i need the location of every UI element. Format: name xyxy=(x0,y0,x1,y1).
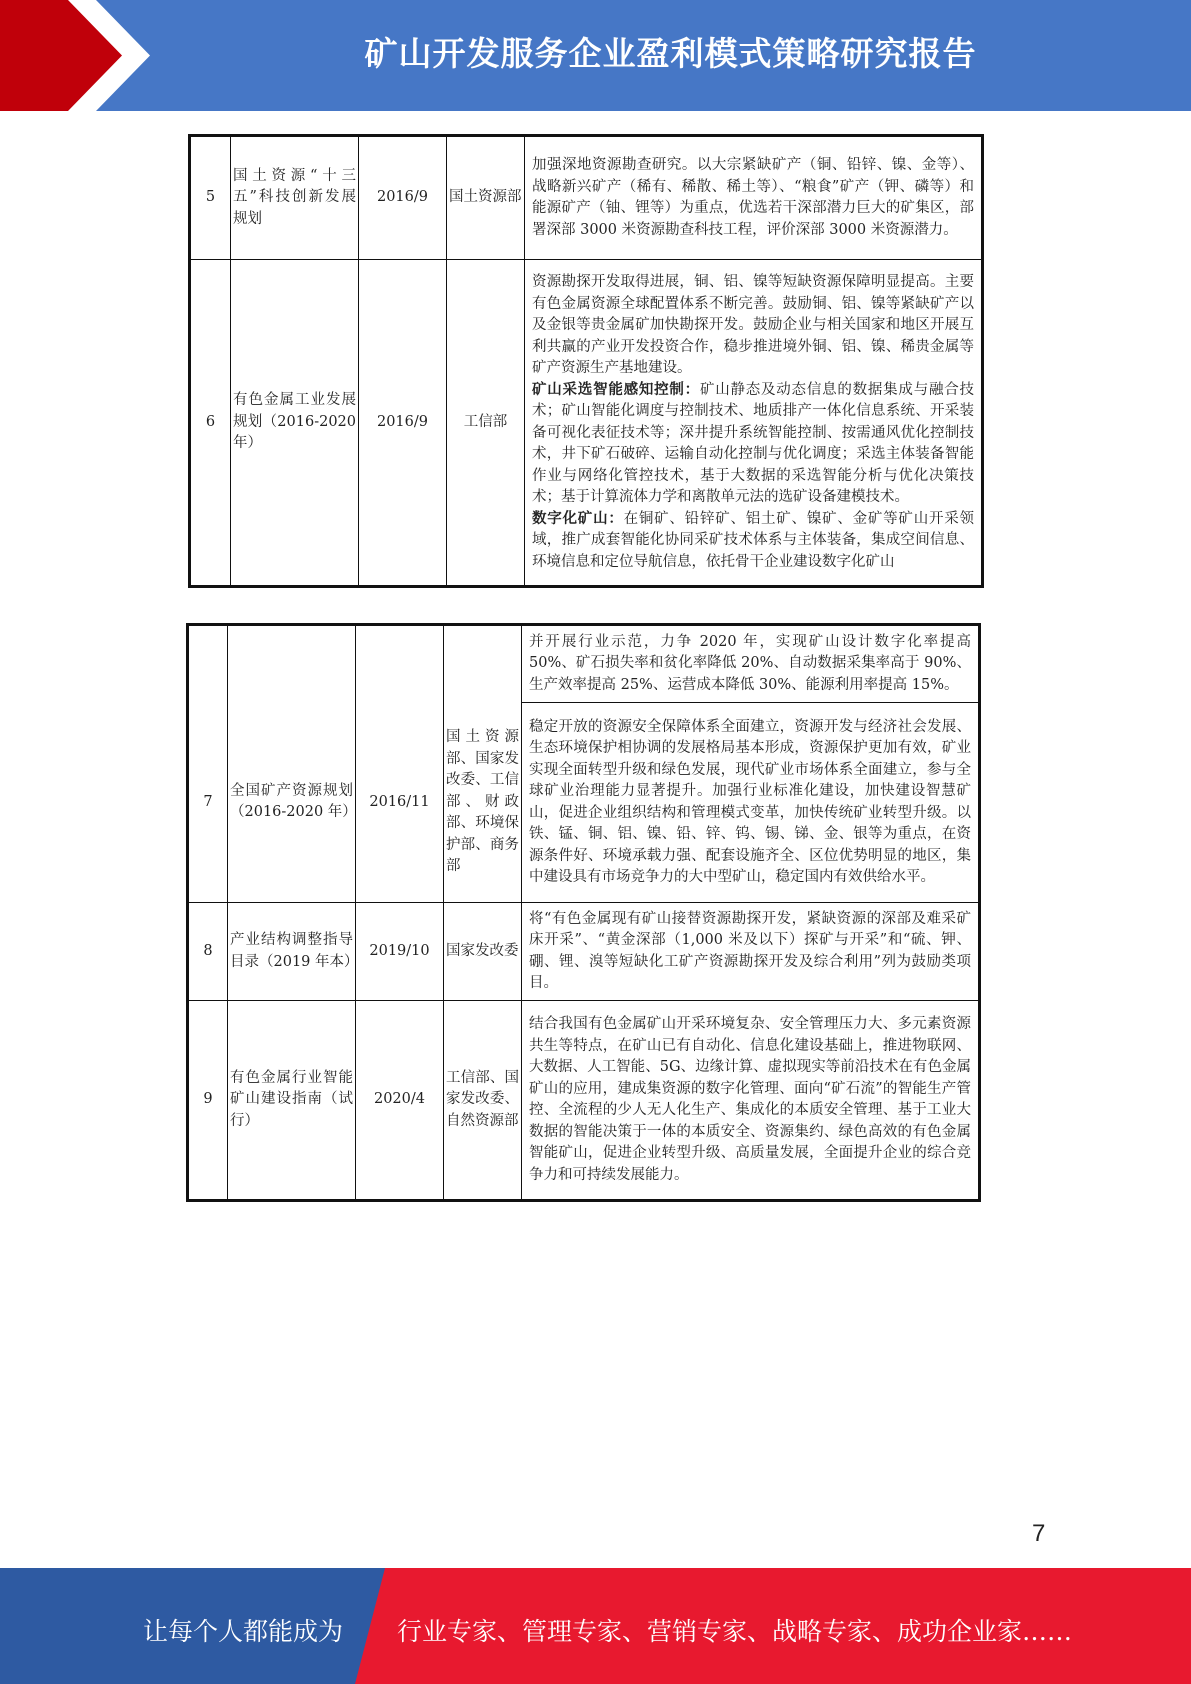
issue-date: 2019/10 xyxy=(356,903,444,1001)
row-number: 8 xyxy=(188,903,228,1001)
table-row xyxy=(188,703,980,903)
row-number: 7 xyxy=(188,703,228,903)
issuing-dept: 国土资源部 xyxy=(447,136,525,260)
content-heading: 矿山采选智能感知控制： xyxy=(532,381,700,398)
page-header xyxy=(0,0,1191,111)
policy-name xyxy=(228,625,356,703)
row-number: 5 xyxy=(190,136,231,260)
content-paragraph: 资源勘探开发取得进展，铜、铝、镍等短缺资源保障明显提高。主要有色金属资源全球配置体系不断完善。鼓励铜、铝、镍等紧缺矿产以及金银等贵金属矿加快勘探开发。鼓励企业与相关国家和地区开展互利共赢的产业开发投资合作，稳步推进境外铜、铝、镍、稀贵金属等矿产资源生产基地建设。 xyxy=(532,274,974,376)
table-row xyxy=(190,136,983,260)
issue-date: 2016/9 xyxy=(359,260,447,587)
policy-content: 加强深地资源勘查研究。以大宗紧缺矿产（铜、铅锌、镍、金等）、战略新兴矿产（稀有、稀散、稀土等）、“粮食”矿产（钾、磷等）和能源矿产（铀、锂等）为重点，优选若干深部潜力巨大的矿集区，部署深部 3000 米资源勘查科技工程，评价深部 3000 米资源潜力。 xyxy=(525,136,983,260)
page-footer xyxy=(0,1568,1191,1684)
issuing-dept xyxy=(444,625,522,703)
policy-name: 国土资源“十三五”科技创新发展规划 xyxy=(231,136,359,260)
row-number: 6 xyxy=(190,260,231,587)
issuing-dept: 工信部、国家发改委、自然资源部 xyxy=(444,1001,522,1201)
table-row xyxy=(188,903,980,1001)
issuing-dept: 工信部 xyxy=(447,260,525,587)
policy-table-part2 xyxy=(186,623,981,1202)
table-row xyxy=(188,625,980,703)
row-number: 9 xyxy=(188,1001,228,1201)
page-number: 7 xyxy=(1032,1520,1046,1547)
issuing-dept: 国家发改委 xyxy=(444,903,522,1001)
issue-date: 2016/11 xyxy=(356,703,444,903)
content-heading: 数字化矿山： xyxy=(532,510,624,527)
policy-name: 全国矿产资源规划（2016-2020 年） xyxy=(228,703,356,903)
content-paragraph: 矿山静态及动态信息的数据集成与融合技术；矿山智能化调度与控制技术、地质排产一体化信息系统、开采装备可视化表征技术等；深井提升系统智能控制、按需通风优化控制技术，井下矿石破碎、运输自动化控制与优化调度；采选主体装备智能作业与网络化管控技术，基于大数据的采选智能分析与优化决策技术；基于计算流体力学和离散单元法的选矿设备建模技术。 xyxy=(532,381,975,505)
report-title: 矿山开发服务企业盈利模式策略研究报告 xyxy=(364,34,977,73)
policy-table-part1 xyxy=(188,134,984,588)
issue-date xyxy=(356,625,444,703)
policy-content: 稳定开放的资源安全保障体系全面建立，资源开发与经济社会发展、生态环境保护相协调的发展格局基本形成，资源保护更加有效，矿业实现全面转型升级和绿色发展，现代矿业市场体系全面建立，参与全球矿业治理能力显著提升。加强行业标准化建设，加快建设智慧矿山，促进企业组织结构和管理模式变革，加快传统矿业转型升级。以铁、锰、铜、铝、镍、铅、锌、钨、锡、锑、金、银等为重点，在资源条件好、环境承载力强、配套设施齐全、区位优势明显的地区，集中建设具有市场竞争力的大中型矿山，稳定国内有效供给水平。 xyxy=(522,703,980,903)
footer-slogan-right: 行业专家、管理专家、营销专家、战略专家、成功企业家…… xyxy=(397,1617,1073,1646)
table-row xyxy=(190,260,983,587)
policy-name: 有色金属工业发展规划（2016-2020 年） xyxy=(231,260,359,587)
issuing-dept: 国土资源部、国家发改委、工信部、财政部、环境保护部、商务部 xyxy=(444,703,522,903)
policy-name: 产业结构调整指导目录（2019 年本） xyxy=(228,903,356,1001)
issue-date: 2016/9 xyxy=(359,136,447,260)
footer-slogan-left: 让每个人都能成为 xyxy=(143,1617,344,1646)
policy-content: 将“有色金属现有矿山接替资源勘探开发，紧缺资源的深部及难采矿床开采”、“黄金深部（1,000 米及以下）探矿与开采”和“硫、钾、硼、锂、溴等短缺化工矿产资源勘探开发及综合利用”列为鼓励类项目。 xyxy=(522,903,980,1001)
policy-content: 并开展行业示范，力争 2020 年，实现矿山设计数字化率提高 50%、矿石损失率和贫化率降低 20%、自动数据采集率高于 90%、生产效率提高 25%、运营成本降低 30%、能源利用率提高 15%。 xyxy=(522,625,980,703)
policy-name: 有色金属行业智能矿山建设指南（试行） xyxy=(228,1001,356,1201)
policy-content: 结合我国有色金属矿山开采环境复杂、安全管理压力大、多元素资源共生等特点，在矿山已有自动化、信息化建设基础上，推进物联网、大数据、人工智能、5G、边缘计算、虚拟现实等前沿技术在有色金属矿山的应用，建成集资源的数字化管理、面向“矿石流”的智能生产管控、全流程的少人无人化生产、集成化的本质安全管理、基于工业大数据的智能决策于一体的本质安全、资源集约、绿色高效的有色金属智能矿山，促进企业转型升级、高质量发展，全面提升企业的综合竞争力和可持续发展能力。 xyxy=(522,1001,980,1201)
row-number xyxy=(188,625,228,703)
issue-date: 2020/4 xyxy=(356,1001,444,1201)
content-paragraph: 在铜矿、铅锌矿、铝土矿、镍矿、金矿等矿山开采领域，推广成套智能化协同采矿技术体系与主体装备，集成空间信息、环境信息和定位导航信息，依托骨干企业建设数字化矿山 xyxy=(532,510,975,570)
table-row xyxy=(188,1001,980,1201)
policy-content xyxy=(525,260,983,587)
